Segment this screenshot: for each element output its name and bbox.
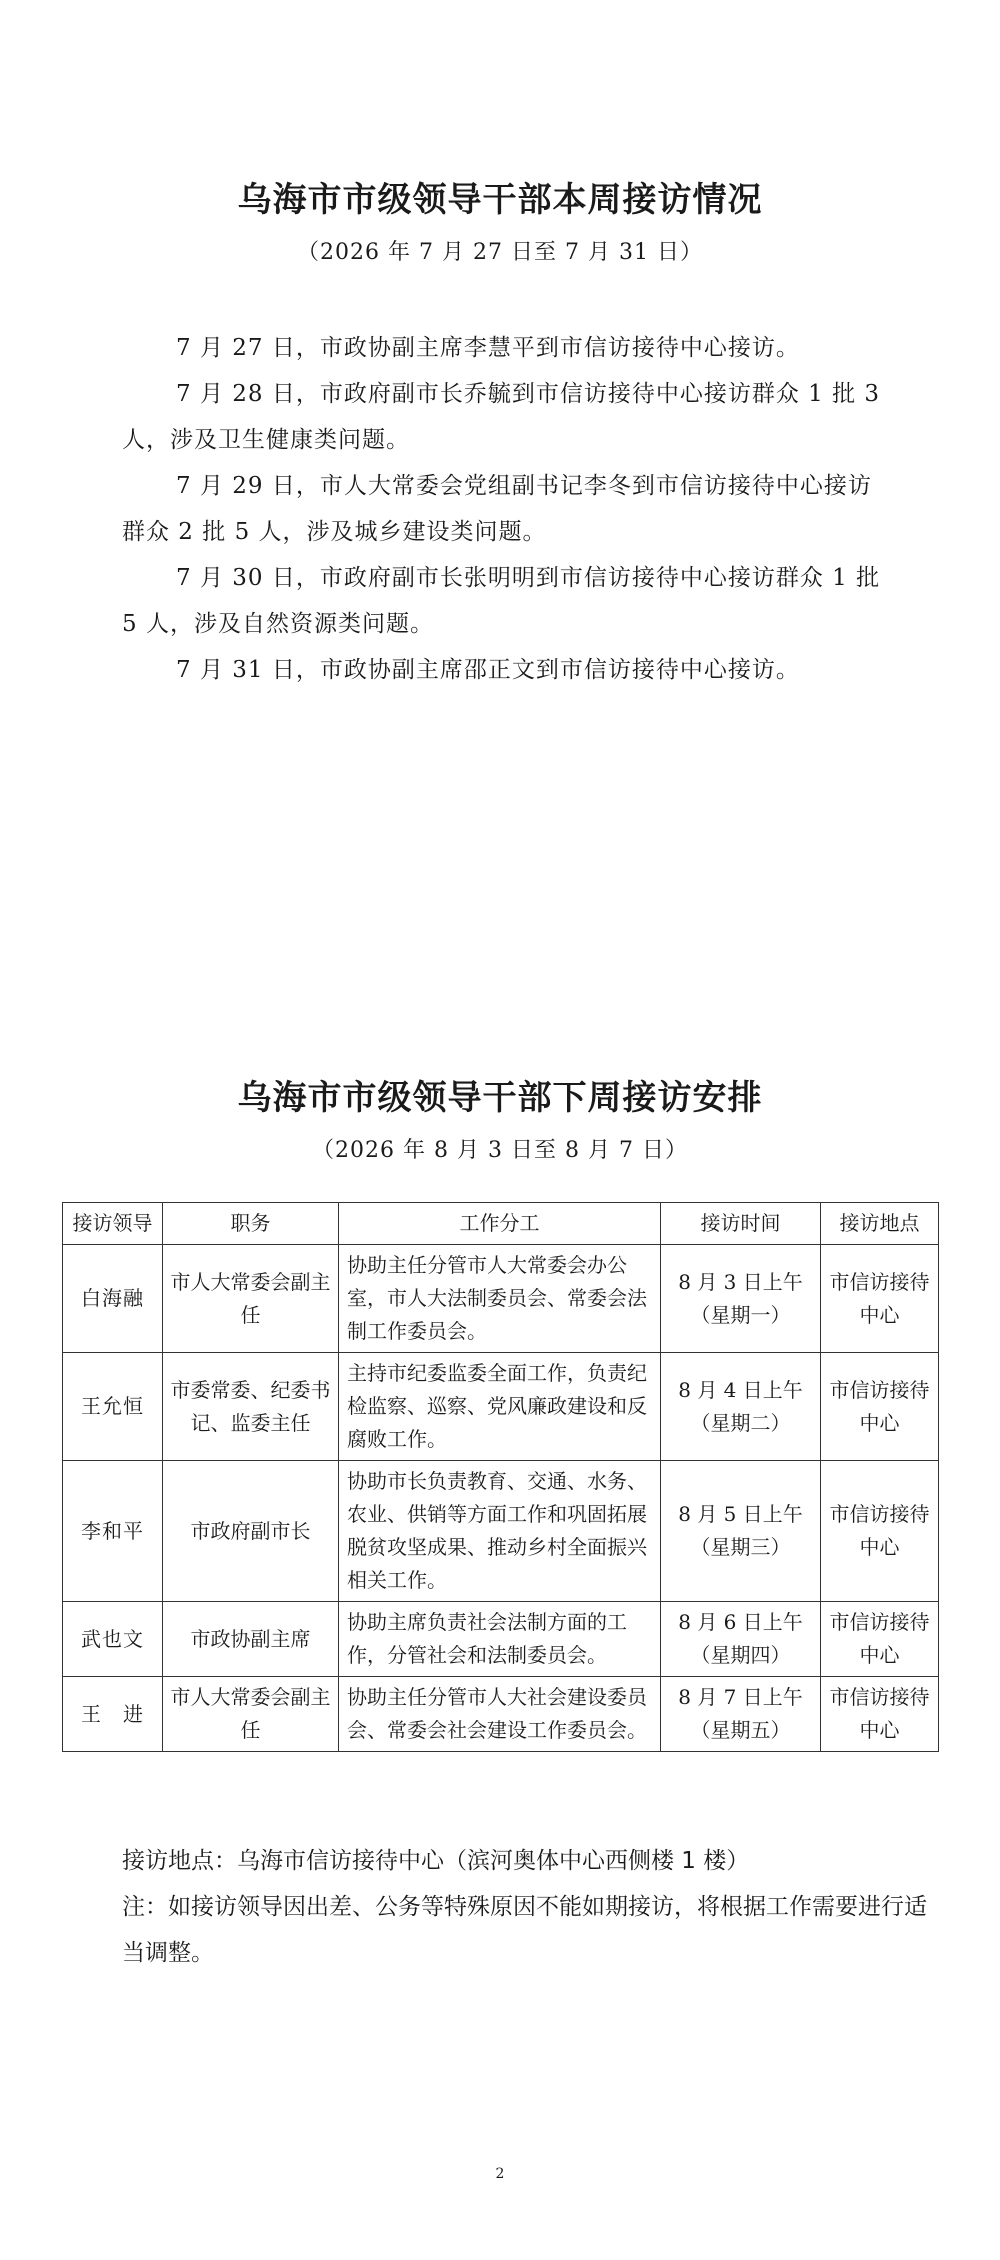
report-paragraph: 7 月 31 日，市政协副主席邵正文到市信访接待中心接访。	[176, 657, 800, 683]
next-week-date-range: （2026 年 8 月 3 日至 8 月 7 日）	[312, 1138, 688, 1163]
cell-time: 8 月 3 日上午（星期一）	[661, 1245, 821, 1353]
cell-title: 市委常委、纪委书记、监委主任	[163, 1353, 339, 1461]
header-leader: 接访领导	[63, 1203, 163, 1245]
table-header-row	[63, 1203, 939, 1245]
page-number: 2	[495, 2166, 505, 2182]
report-paragraph: 7 月 29 日，市人大常委会党组副书记李冬到市信访接待中心接访群众 2 批 5 人，涉及城乡建设类问题。	[122, 473, 872, 545]
notes-block	[122, 1838, 942, 1976]
cell-leader: 武也文	[63, 1602, 163, 1677]
report-paragraph: 7 月 27 日，市政协副主席李慧平到市信访接待中心接访。	[176, 335, 800, 361]
cell-title: 市政协副主席	[163, 1602, 339, 1677]
report-paragraph: 7 月 30 日，市政府副市长张明明到市信访接待中心接访群众 1 批 5 人，涉及自然资源类问题。	[122, 565, 881, 637]
cell-place: 市信访接待中心	[821, 1353, 939, 1461]
cell-title: 市人大常委会副主任	[163, 1677, 339, 1752]
schedule-table	[62, 1202, 939, 1752]
next-week-title: 乌海市市级领导干部下周接访安排	[237, 1078, 763, 1118]
report-paragraph: 7 月 28 日，市政府副市长乔毓到市信访接待中心接访群众 1 批 3 人，涉及卫生健康类问题。	[122, 381, 881, 453]
header-time: 接访时间	[661, 1203, 821, 1245]
cell-duty: 主持市纪委监委全面工作，负责纪检监察、巡察、党风廉政建设和反腐败工作。	[339, 1353, 661, 1461]
cell-leader: 白海融	[63, 1245, 163, 1353]
adjustment-remark: 注：如接访领导因出差、公务等特殊原因不能如期接访，将根据工作需要进行适当调整。	[122, 1894, 927, 1966]
header-title: 职务	[163, 1203, 339, 1245]
cell-time: 8 月 7 日上午（星期五）	[661, 1677, 821, 1752]
cell-duty: 协助主任分管市人大社会建设委员会、常委会社会建设工作委员会。	[339, 1677, 661, 1752]
cell-leader: 王允恒	[63, 1353, 163, 1461]
table-row	[63, 1461, 939, 1602]
cell-time: 8 月 4 日上午（星期二）	[661, 1353, 821, 1461]
cell-place: 市信访接待中心	[821, 1461, 939, 1602]
cell-place: 市信访接待中心	[821, 1602, 939, 1677]
this-week-title: 乌海市市级领导干部本周接访情况	[237, 180, 763, 220]
cell-leader: 王 进	[63, 1677, 163, 1752]
cell-duty: 协助主任分管市人大常委会办公室，市人大法制委员会、常委会法制工作委员会。	[339, 1245, 661, 1353]
cell-title: 市政府副市长	[163, 1461, 339, 1602]
this-week-date-range: （2026 年 7 月 27 日至 7 月 31 日）	[297, 240, 703, 265]
cell-duty: 协助主席负责社会法制方面的工作，分管社会和法制委员会。	[339, 1602, 661, 1677]
cell-time: 8 月 5 日上午（星期三）	[661, 1461, 821, 1602]
table-row	[63, 1602, 939, 1677]
cell-title: 市人大常委会副主任	[163, 1245, 339, 1353]
table-row	[63, 1353, 939, 1461]
this-week-body	[122, 325, 882, 693]
table-row	[63, 1245, 939, 1353]
header-duty: 工作分工	[339, 1203, 661, 1245]
header-place: 接访地点	[821, 1203, 939, 1245]
cell-place: 市信访接待中心	[821, 1245, 939, 1353]
location-note: 接访地点：乌海市信访接待中心（滨河奥体中心西侧楼 1 楼）	[122, 1848, 750, 1874]
table-row	[63, 1677, 939, 1752]
cell-leader: 李和平	[63, 1461, 163, 1602]
cell-place: 市信访接待中心	[821, 1677, 939, 1752]
cell-duty: 协助市长负责教育、交通、水务、农业、供销等方面工作和巩固拓展脱贫攻坚成果、推动乡村全面振兴相关工作。	[339, 1461, 661, 1602]
cell-time: 8 月 6 日上午（星期四）	[661, 1602, 821, 1677]
